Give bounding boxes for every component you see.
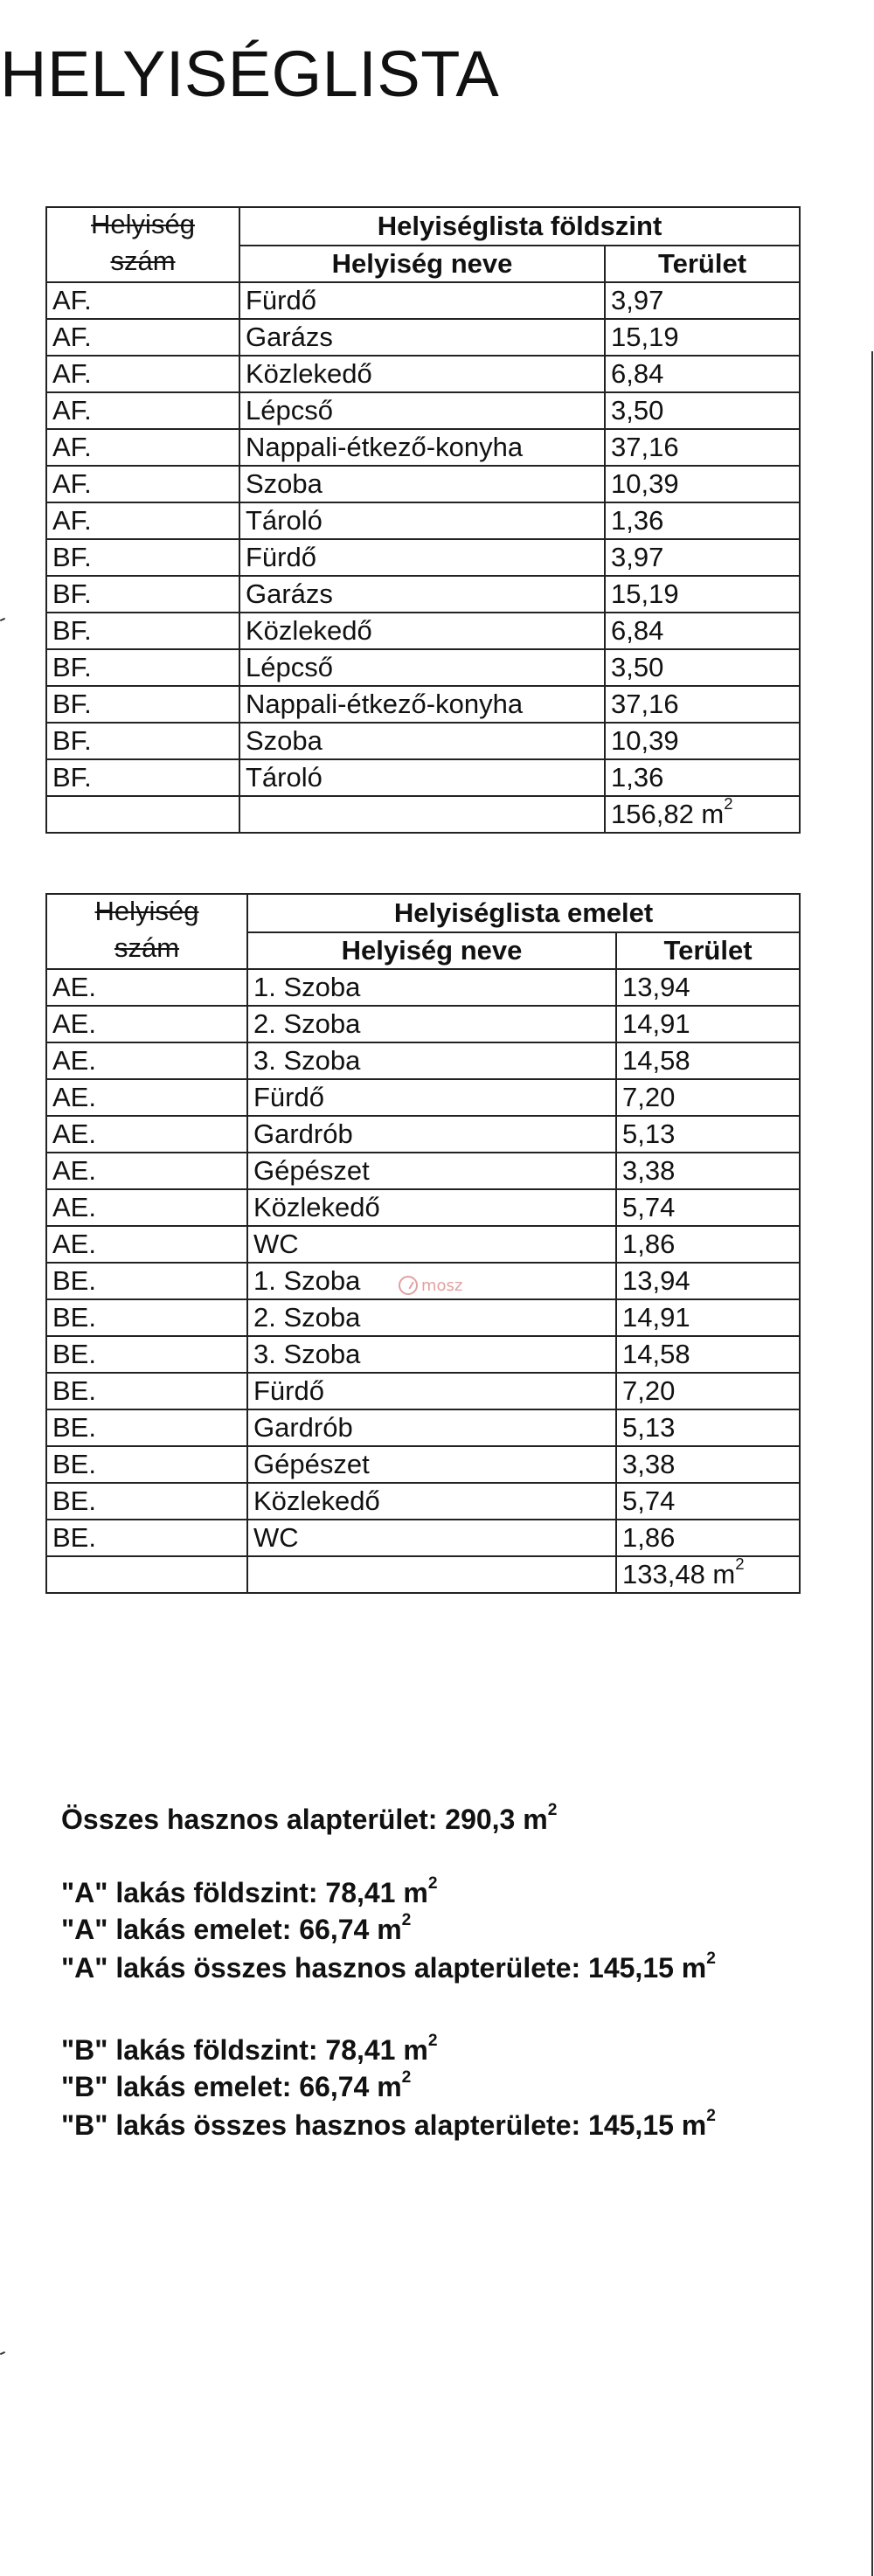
room-name-cell: Szoba: [239, 466, 605, 502]
room-number-cell: AF.: [46, 502, 239, 539]
table-row: [46, 576, 800, 613]
table-row: [46, 539, 800, 576]
room-number-cell: BF.: [46, 686, 239, 723]
room-number-cell: BF.: [46, 649, 239, 686]
room-name-cell: Fürdő: [239, 539, 605, 576]
room-name-cell: Közlekedő: [239, 613, 605, 649]
edge-tick: [0, 618, 5, 621]
room-name-cell: 2. Szoba: [247, 1299, 616, 1336]
total-area-value: 156,82 m: [611, 799, 725, 829]
table-row: [46, 1226, 800, 1263]
room-name-cell: WC: [247, 1520, 616, 1556]
room-name-cell: Fürdő: [247, 1373, 616, 1409]
room-name-cell: Tároló: [239, 502, 605, 539]
room-name-cell: Nappali-étkező-konyha: [239, 429, 605, 466]
table-row: [46, 356, 800, 392]
summary-text: "A" lakás összes hasznos alapterülete: 145,15 m: [61, 1952, 707, 1984]
table-row: [46, 282, 800, 319]
room-number-cell: AF.: [46, 466, 239, 502]
room-number-header-line1: Helyiség: [91, 209, 195, 239]
watermark: [399, 1276, 462, 1295]
room-name-cell: Közlekedő: [247, 1189, 616, 1226]
room-name-cell: 1. Szoba: [247, 969, 616, 1006]
room-area-cell: 13,94: [616, 1263, 800, 1299]
area-header: Terület: [616, 932, 800, 969]
room-number-cell: AE.: [46, 1226, 247, 1263]
unit-exponent: 2: [427, 2031, 438, 2050]
table-row: [46, 759, 800, 796]
room-number-cell: AF.: [46, 392, 239, 429]
room-area-cell: 15,19: [605, 319, 800, 356]
room-area-cell: 3,38: [616, 1446, 800, 1483]
summary-total-useful-area: [61, 1800, 558, 1835]
table-row: [46, 1189, 800, 1226]
area-header: Terület: [605, 246, 800, 282]
room-number-cell: AE.: [46, 1116, 247, 1153]
room-area-cell: 14,91: [616, 1006, 800, 1042]
summary-b-upper: [61, 2067, 412, 2102]
unit-exponent: 2: [401, 1910, 412, 1929]
room-name-cell: Garázs: [239, 576, 605, 613]
room-area-cell: 6,84: [605, 613, 800, 649]
room-area-cell: 5,13: [616, 1116, 800, 1153]
table-caption: Helyiséglista emelet: [247, 894, 800, 932]
total-area: [605, 796, 800, 833]
room-number-cell: BE.: [46, 1336, 247, 1373]
room-number-cell: AF.: [46, 319, 239, 356]
room-area-cell: 10,39: [605, 723, 800, 759]
unit-exponent: 2: [427, 1873, 438, 1893]
room-area-cell: 3,97: [605, 539, 800, 576]
room-area-cell: 3,97: [605, 282, 800, 319]
room-number-cell: BE.: [46, 1446, 247, 1483]
room-number-header-line2: szám: [110, 246, 176, 276]
room-name-header: Helyiség neve: [247, 932, 616, 969]
room-area-cell: 1,86: [616, 1520, 800, 1556]
room-area-cell: 5,74: [616, 1189, 800, 1226]
table-row: [46, 969, 800, 1006]
room-name-cell: Gardrób: [247, 1116, 616, 1153]
room-area-cell: 15,19: [605, 576, 800, 613]
table-row: [46, 1483, 800, 1520]
room-area-cell: 3,50: [605, 649, 800, 686]
table-row: [46, 1079, 800, 1116]
page-title: HELYISÉGLISTA: [0, 38, 500, 110]
total-area-value: 133,48 m: [622, 1559, 736, 1589]
unit-exponent: 2: [724, 796, 733, 814]
summary-text: "A" lakás földszint: 78,41 m: [61, 1877, 428, 1908]
room-number-cell: AE.: [46, 1042, 247, 1079]
room-number-cell: BE.: [46, 1520, 247, 1556]
room-number-cell: AF.: [46, 429, 239, 466]
room-number-cell: BF.: [46, 613, 239, 649]
summary-b-ground: [61, 2031, 438, 2066]
room-area-cell: 5,13: [616, 1409, 800, 1446]
table-row: [46, 649, 800, 686]
room-area-cell: 13,94: [616, 969, 800, 1006]
edge-tick: [0, 2351, 5, 2355]
room-number-cell: AE.: [46, 1189, 247, 1226]
room-area-cell: 7,20: [616, 1373, 800, 1409]
room-name-cell: 2. Szoba: [247, 1006, 616, 1042]
room-number-cell: AE.: [46, 1079, 247, 1116]
summary-text: "B" lakás összes hasznos alapterülete: 145,15 m: [61, 2109, 707, 2141]
summary-text: "A" lakás emelet: 66,74 m: [61, 1914, 402, 1945]
room-number-cell: AE.: [46, 1006, 247, 1042]
total-row: [46, 1556, 800, 1593]
room-name-cell: Nappali-étkező-konyha: [239, 686, 605, 723]
room-number-header-line1: Helyiség: [94, 896, 199, 926]
unit-exponent: 2: [706, 2106, 716, 2125]
table-row: [46, 1042, 800, 1079]
room-number-header: [46, 894, 247, 969]
room-name-cell: Közlekedő: [239, 356, 605, 392]
table-row: [46, 1116, 800, 1153]
table-row: [46, 392, 800, 429]
room-number-cell: BE.: [46, 1299, 247, 1336]
room-name-cell: Lépcső: [239, 392, 605, 429]
room-name-cell: 1. Szoba: [247, 1263, 616, 1299]
room-name-cell: 3. Szoba: [247, 1042, 616, 1079]
table-row: [46, 613, 800, 649]
room-name-cell: Tároló: [239, 759, 605, 796]
upper-floor-table: [45, 893, 801, 1594]
table-row: [46, 723, 800, 759]
unit-exponent: 2: [401, 2067, 412, 2087]
room-name-cell: Garázs: [239, 319, 605, 356]
summary-a-ground: [61, 1873, 438, 1908]
room-number-cell: AE.: [46, 1153, 247, 1189]
room-name-header: Helyiség neve: [239, 246, 605, 282]
room-area-cell: 14,91: [616, 1299, 800, 1336]
room-name-cell: WC: [247, 1226, 616, 1263]
room-number-header-line2: szám: [114, 932, 180, 963]
unit-exponent: 2: [735, 1556, 745, 1574]
room-area-cell: 5,74: [616, 1483, 800, 1520]
empty-cell: [46, 796, 239, 833]
room-area-cell: 37,16: [605, 686, 800, 723]
table-row: [46, 1520, 800, 1556]
room-name-cell: Gépészet: [247, 1446, 616, 1483]
table-row: [46, 1373, 800, 1409]
room-name-cell: Fürdő: [247, 1079, 616, 1116]
total-area: [616, 1556, 800, 1593]
room-name-cell: Lépcső: [239, 649, 605, 686]
summary-text: "B" lakás földszint: 78,41 m: [61, 2034, 428, 2066]
room-number-cell: BE.: [46, 1263, 247, 1299]
summary-b-total: [61, 2106, 716, 2141]
summary-text: Összes hasznos alapterület: 290,3 m: [61, 1804, 548, 1835]
room-area-cell: 1,86: [616, 1226, 800, 1263]
room-area-cell: 14,58: [616, 1336, 800, 1373]
room-area-cell: 14,58: [616, 1042, 800, 1079]
table-row: [46, 502, 800, 539]
summary-a-total: [61, 1949, 716, 1984]
unit-exponent: 2: [706, 1949, 716, 1968]
table-row: [46, 1446, 800, 1483]
watermark-icon: [399, 1276, 418, 1295]
room-name-cell: 3. Szoba: [247, 1336, 616, 1373]
table-row: [46, 319, 800, 356]
room-number-header: [46, 207, 239, 282]
table-row: [46, 466, 800, 502]
total-row: [46, 796, 800, 833]
table-caption: Helyiséglista földszint: [239, 207, 800, 246]
table-row: [46, 1299, 800, 1336]
room-area-cell: 7,20: [616, 1079, 800, 1116]
empty-cell: [239, 796, 605, 833]
summary-text: "B" lakás emelet: 66,74 m: [61, 2071, 402, 2102]
room-number-cell: AF.: [46, 356, 239, 392]
room-area-cell: 3,50: [605, 392, 800, 429]
table-row: [46, 1409, 800, 1446]
room-name-cell: Gardrób: [247, 1409, 616, 1446]
room-area-cell: 6,84: [605, 356, 800, 392]
summary-a-upper: [61, 1910, 412, 1945]
empty-cell: [247, 1556, 616, 1593]
room-name-cell: Közlekedő: [247, 1483, 616, 1520]
room-number-cell: BE.: [46, 1373, 247, 1409]
room-number-cell: BF.: [46, 759, 239, 796]
table-row: [46, 1336, 800, 1373]
table-row: [46, 429, 800, 466]
room-number-cell: BF.: [46, 723, 239, 759]
room-name-cell: Fürdő: [239, 282, 605, 319]
page-edge-line: [871, 351, 873, 2576]
room-area-cell: 3,38: [616, 1153, 800, 1189]
table-row: [46, 686, 800, 723]
unit-exponent: 2: [547, 1800, 558, 1819]
room-name-cell: Szoba: [239, 723, 605, 759]
room-area-cell: 10,39: [605, 466, 800, 502]
empty-cell: [46, 1556, 247, 1593]
room-area-cell: 37,16: [605, 429, 800, 466]
watermark-text: mosz: [421, 1276, 463, 1295]
room-area-cell: 1,36: [605, 502, 800, 539]
table-row: [46, 1153, 800, 1189]
room-number-cell: AF.: [46, 282, 239, 319]
room-number-cell: BE.: [46, 1409, 247, 1446]
ground-floor-table: [45, 206, 801, 834]
room-name-cell: Gépészet: [247, 1153, 616, 1189]
table-row: [46, 1006, 800, 1042]
room-number-cell: BE.: [46, 1483, 247, 1520]
room-number-cell: AE.: [46, 969, 247, 1006]
room-area-cell: 1,36: [605, 759, 800, 796]
room-number-cell: BF.: [46, 576, 239, 613]
room-number-cell: BF.: [46, 539, 239, 576]
